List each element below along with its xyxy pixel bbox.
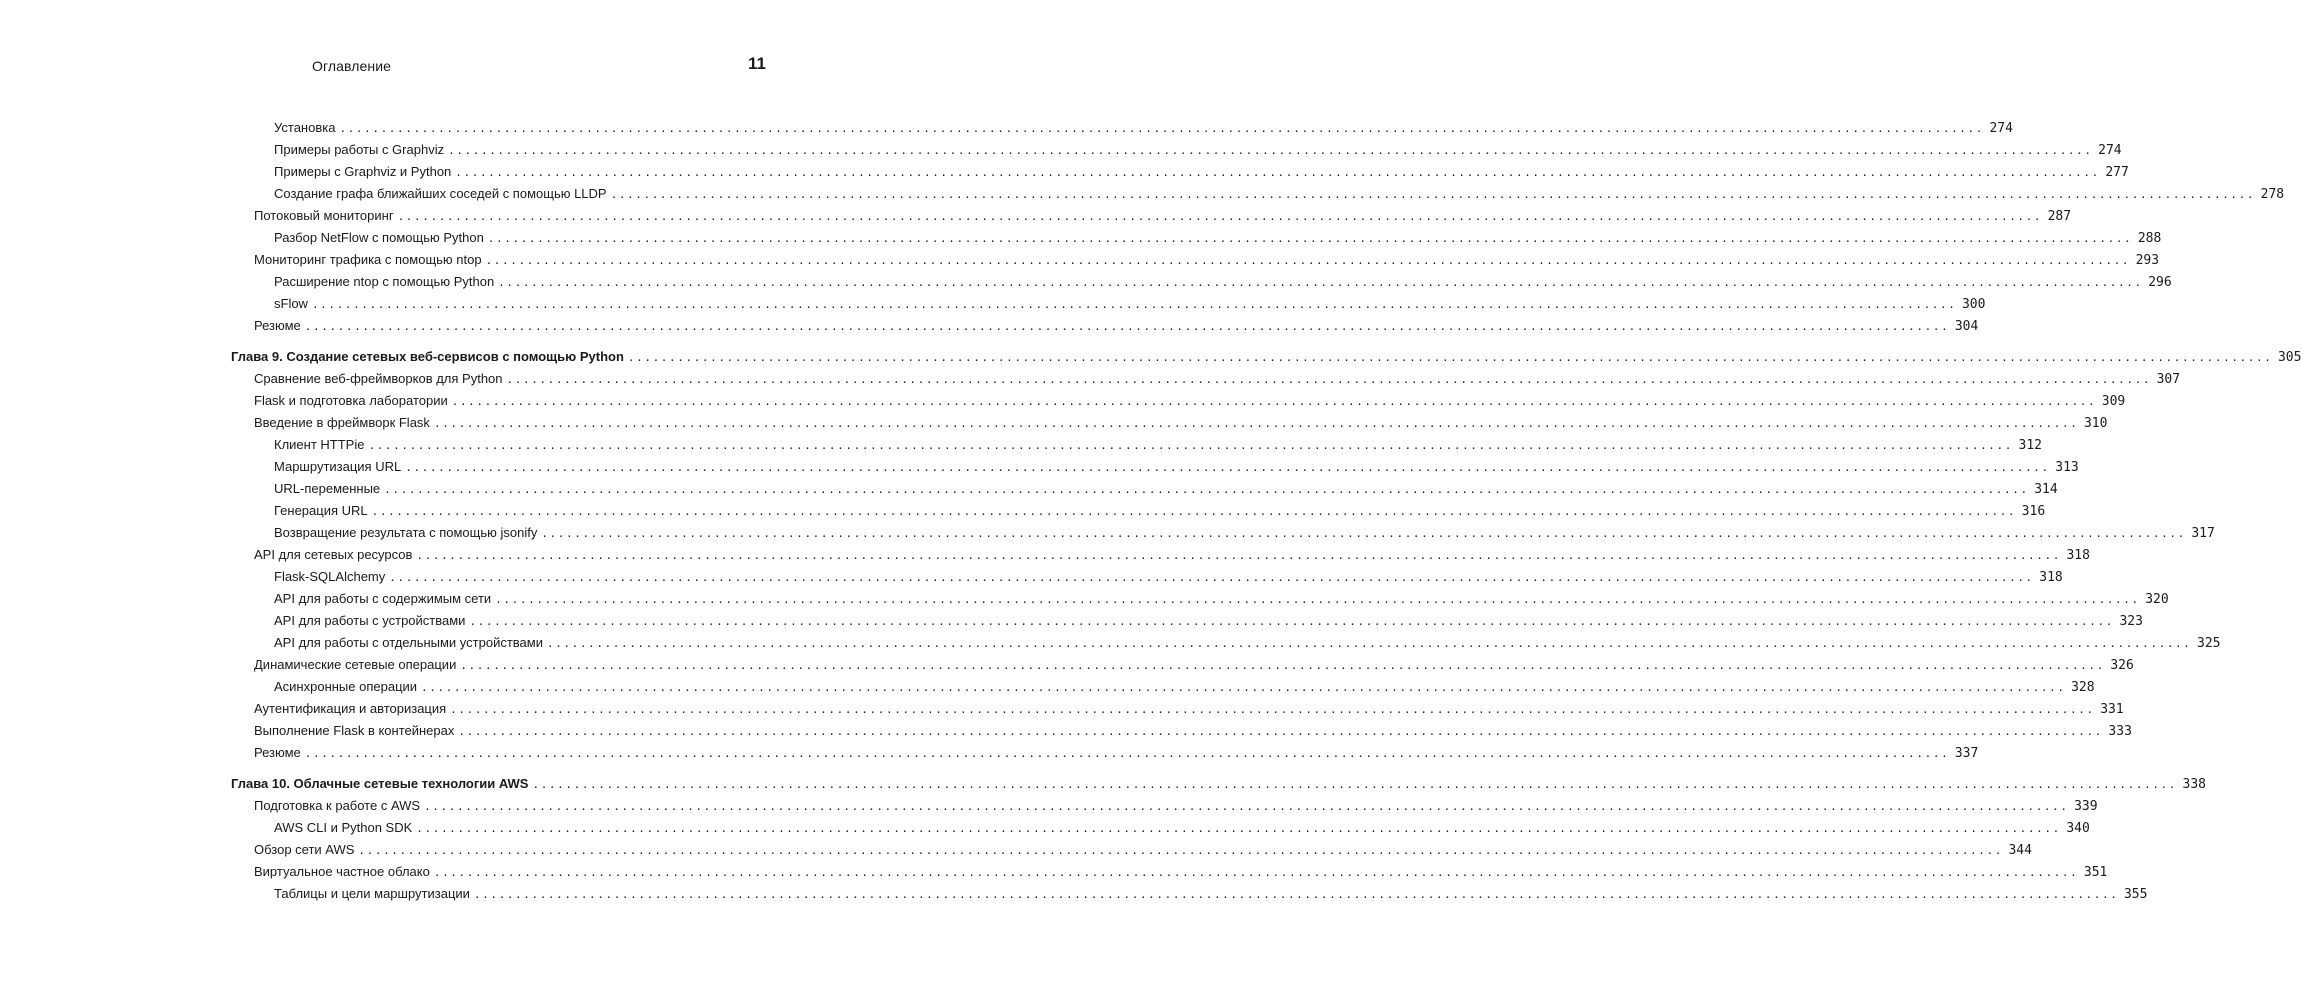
page-number: 11 (748, 54, 766, 73)
dot-leader: ........................................................................................................................................................................................................ (405, 461, 2050, 474)
toc-entry-title: Резюме (254, 318, 301, 333)
toc-entry-title: API для работы с содержимым сети (274, 591, 492, 606)
toc-entry-page: 351 (2083, 865, 2108, 880)
toc-entry (274, 140, 2122, 160)
dot-leader: ........................................................................................................................................................................................................ (495, 593, 2140, 606)
toc-entry (274, 457, 2079, 477)
dot-leader: ........................................................................................................................................................................................................ (485, 254, 2131, 267)
toc-entry (274, 818, 2090, 838)
toc-entry-page: 288 (2137, 231, 2162, 246)
toc-entry-title: Обзор сети AWS (254, 842, 355, 857)
toc-entry-page: 313 (2055, 460, 2079, 475)
toc-entry-title: Возвращение результата с помощью jsonify (274, 525, 538, 540)
toc-entry (254, 721, 2132, 741)
toc-entry-page: 331 (2100, 702, 2124, 717)
dot-leader: ........................................................................................................................................................................................................ (397, 210, 2043, 223)
toc-entry-title: Примеры работы с Graphviz (274, 142, 445, 157)
toc-entry (274, 501, 2046, 521)
toc-entry-page: 326 (2110, 658, 2134, 673)
dot-leader: ........................................................................................................................................................................................................ (424, 800, 2069, 813)
toc-entry-page: 325 (2197, 636, 2221, 651)
toc-entry-title: Резюме (254, 745, 301, 760)
toc-entry-page: 274 (2098, 143, 2122, 158)
toc-entry-page: 278 (2260, 187, 2285, 202)
dot-leader: ........................................................................................................................................................................................................ (458, 725, 2103, 738)
toc-entry (274, 294, 1986, 314)
toc-entry-title: Маршрутизация URL (274, 459, 402, 474)
toc-entry-title: Flask и подготовка лаборатории (254, 393, 448, 408)
toc-entry-page: 307 (2156, 372, 2181, 387)
dot-leader: ........................................................................................................................................................................................................ (546, 637, 2192, 650)
toc-entry-title: Потоковый мониторинг (254, 208, 394, 223)
toc-entry-title: Асинхронные операции (274, 679, 418, 694)
toc-entry-title: Генерация URL (274, 503, 368, 518)
dot-leader: ........................................................................................................................................................................................................ (304, 320, 1950, 333)
toc-entry (254, 545, 2090, 565)
dot-leader: ........................................................................................................................................................................................................ (368, 439, 2013, 452)
toc-entry-page: 296 (2148, 275, 2172, 290)
toc-entry-title: Мониторинг трафика с помощью ntop (254, 252, 482, 267)
toc-entry-page: 310 (2083, 416, 2108, 431)
toc-entry-title: Клиент HTTPie (274, 437, 365, 452)
dot-leader: ........................................................................................................................................................................................................ (450, 703, 2095, 716)
dot-leader: ........................................................................................................................................................................................................ (433, 866, 2079, 879)
toc-entry-title: Создание графа ближайших соседей с помощью LLDP (274, 186, 607, 201)
toc-entry-page: 318 (2039, 570, 2063, 585)
toc-entry (254, 862, 2108, 882)
toc-entry-title: Выполнение Flask в контейнерах (254, 723, 455, 738)
toc-entry-page: 338 (2182, 777, 2206, 792)
toc-entry-page: 355 (2123, 887, 2148, 902)
toc-entry (274, 479, 2058, 499)
dot-leader: ........................................................................................................................................................................................................ (311, 298, 1957, 311)
dot-leader: ........................................................................................................................................................................................................ (460, 659, 2105, 672)
dot-leader: ........................................................................................................................................................................................................ (339, 122, 1984, 135)
toc-entry-title: Примеры с Graphviz и Python (274, 164, 452, 179)
toc-entry-page: 312 (2018, 438, 2042, 453)
dot-leader: ........................................................................................................................................................................................................ (433, 417, 2079, 430)
dot-leader: ........................................................................................................................................................................................................ (541, 527, 2186, 540)
toc-entry-title: sFlow (274, 296, 308, 311)
toc-entry (274, 523, 2215, 543)
toc-entry-title: Глава 9. Создание сетевых веб-сервисов с помощью Python (231, 349, 624, 364)
dot-leader: ........................................................................................................................................................................................................ (498, 276, 2143, 289)
toc-entry-title: Виртуальное частное облако (254, 864, 430, 879)
dot-leader: ........................................................................................................................................................................................................ (421, 681, 2066, 694)
toc-entry-page: 344 (2008, 843, 2032, 858)
toc-entry-page: 314 (2034, 482, 2058, 497)
toc-entry-page: 305 (2277, 350, 2301, 365)
toc-entry (254, 840, 2032, 860)
dot-leader: ........................................................................................................................................................................................................ (627, 351, 2273, 364)
toc-entry (254, 316, 1979, 336)
toc-entry-title: Flask-SQLAlchemy (274, 569, 386, 584)
toc-entry-page: 304 (1954, 319, 1979, 334)
toc-entry (274, 272, 2172, 292)
dot-leader: ........................................................................................................................................................................................................ (451, 395, 2097, 408)
toc-entry (254, 743, 1979, 763)
toc-chapter-entry (231, 774, 2206, 794)
toc-entry (274, 567, 2063, 587)
toc-entry-title: Введение в фреймворк Flask (254, 415, 430, 430)
dot-leader: ........................................................................................................................................................................................................ (487, 232, 2133, 245)
toc-entry-page: 318 (2066, 548, 2090, 563)
dot-leader: ........................................................................................................................................................................................................ (455, 166, 2100, 179)
toc-entry (254, 796, 2098, 816)
toc-entry (254, 250, 2160, 270)
toc-entry (254, 369, 2181, 389)
dot-leader: ........................................................................................................................................................................................................ (532, 778, 2177, 791)
toc-entry-title: Разбор NetFlow с помощью Python (274, 230, 484, 245)
dot-leader: ........................................................................................................................................................................................................ (469, 615, 2114, 628)
toc-entry-title: API для работы с устройствами (274, 613, 466, 628)
dot-leader: ........................................................................................................................................................................................................ (416, 549, 2061, 562)
toc-entry-title: Динамические сетевые операции (254, 657, 457, 672)
toc-entry-page: 337 (1954, 746, 1979, 761)
toc-entry-page: 309 (2101, 394, 2126, 409)
toc-entry (254, 206, 2072, 226)
toc-entry (274, 633, 2221, 653)
toc-entry (274, 435, 2042, 455)
toc-entry (274, 228, 2162, 248)
running-title: Оглавление (312, 58, 392, 74)
toc-entry-title: Глава 10. Облачные сетевые технологии AWS (231, 776, 529, 791)
toc-entry-title: Таблицы и цели маршрутизации (274, 886, 470, 901)
toc-entry-page: 333 (2108, 724, 2132, 739)
toc-entry-title: Расширение ntop с помощью Python (274, 274, 495, 289)
toc-entry (274, 589, 2169, 609)
toc-entry-page: 320 (2145, 592, 2169, 607)
toc-entry-page: 274 (1989, 121, 2013, 136)
dot-leader: ........................................................................................................................................................................................................ (389, 571, 2034, 584)
dot-leader: ........................................................................................................................................................................................................ (506, 373, 2152, 386)
dot-leader: ........................................................................................................................................................................................................ (304, 747, 1950, 760)
toc-entry (274, 884, 2148, 904)
toc-entry-page: 277 (2105, 165, 2129, 180)
dot-leader: ........................................................................................................................................................................................................ (416, 822, 2061, 835)
toc-entry-page: 328 (2071, 680, 2095, 695)
toc-entry-page: 316 (2021, 504, 2046, 519)
toc-entry-page: 287 (2047, 209, 2072, 224)
toc-entry-page: 293 (2135, 253, 2160, 268)
dot-leader: ........................................................................................................................................................................................................ (384, 483, 2029, 496)
toc-entry (254, 413, 2108, 433)
toc-entry-title: URL-переменные (274, 481, 381, 496)
dot-leader: ........................................................................................................................................................................................................ (473, 888, 2119, 901)
toc-entry-title: Установка (274, 120, 336, 135)
toc-entry-page: 323 (2119, 614, 2143, 629)
toc-entry-page: 340 (2066, 821, 2090, 836)
toc-entry (274, 162, 2129, 182)
toc-entry (274, 677, 2095, 697)
toc-entry-title: AWS CLI и Python SDK (274, 820, 413, 835)
dot-leader: ........................................................................................................................................................................................................ (358, 844, 2003, 857)
toc-entry-page: 317 (2191, 526, 2215, 541)
dot-leader: ........................................................................................................................................................................................................ (371, 505, 2017, 518)
dot-leader: ........................................................................................................................................................................................................ (610, 188, 2256, 201)
toc-chapter-entry (231, 347, 2301, 367)
toc-entry-title: Аутентификация и авторизация (254, 701, 447, 716)
toc-entry (254, 655, 2134, 675)
toc-entry-title: Подготовка к работе с AWS (254, 798, 421, 813)
toc-entry (254, 699, 2124, 719)
toc-entry-page: 300 (1961, 297, 1986, 312)
toc-entry-title: Сравнение веб-фреймворков для Python (254, 371, 503, 386)
toc-entry (274, 184, 2285, 204)
toc-entry-page: 339 (2074, 799, 2098, 814)
toc-entry-title: API для работы с отдельными устройствами (274, 635, 543, 650)
dot-leader: ........................................................................................................................................................................................................ (448, 144, 2093, 157)
toc-entry-title: API для сетевых ресурсов (254, 547, 413, 562)
toc-entry (274, 118, 2013, 138)
toc-entry (254, 391, 2126, 411)
toc-entry (274, 611, 2143, 631)
